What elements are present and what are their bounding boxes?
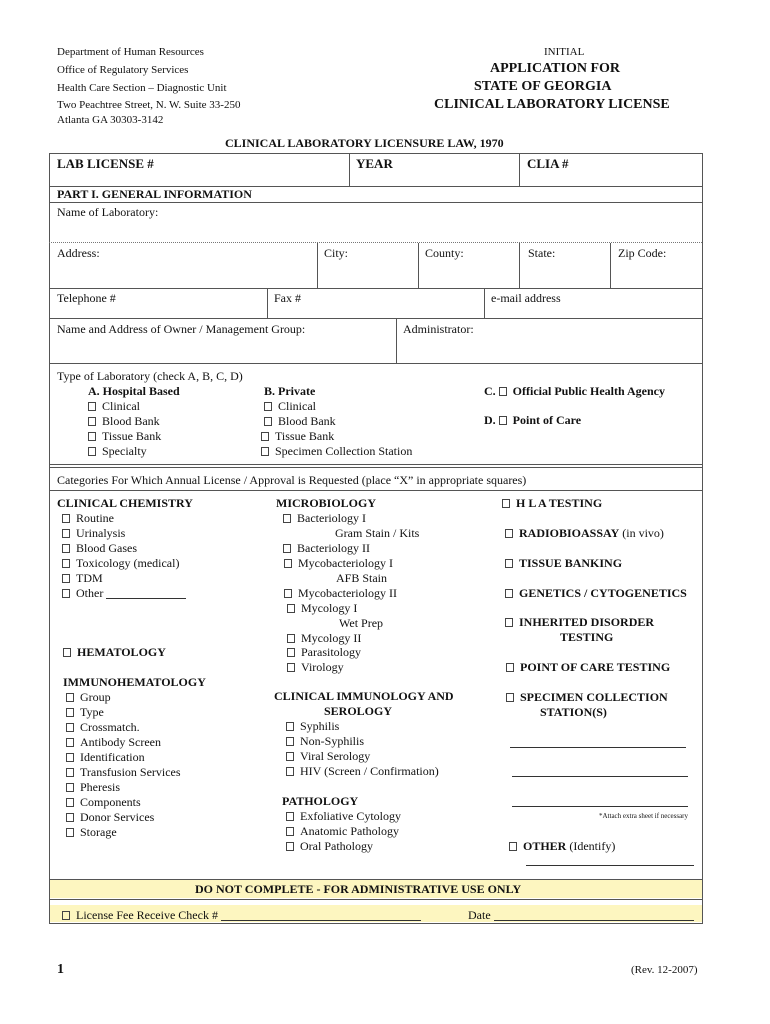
administrator-label: Administrator:	[403, 322, 474, 336]
title-line-1: APPLICATION FOR	[490, 61, 621, 76]
micro-mycology-2[interactable]	[287, 631, 361, 646]
clia-label: CLIA #	[527, 156, 569, 171]
dept-name: Department of Human Resources	[57, 46, 204, 58]
checkbox-icon[interactable]	[286, 722, 294, 731]
micro-gram-stain: Gram Stain / Kits	[335, 526, 420, 540]
micro-mycobacteriology-1-label: Mycobacteriology I	[298, 556, 393, 570]
admin-top-line	[49, 879, 702, 880]
checkbox-icon[interactable]	[287, 648, 295, 657]
checkbox-icon[interactable]	[286, 752, 294, 761]
checkbox-icon[interactable]	[506, 693, 514, 702]
genetics-cytogenetics[interactable]	[505, 586, 687, 601]
pathology-exfoliative[interactable]	[286, 809, 401, 824]
checkbox-icon[interactable]	[505, 589, 513, 598]
checkbox-icon[interactable]	[66, 753, 74, 762]
admin-date[interactable]	[468, 908, 694, 923]
private-tissue-bank[interactable]	[261, 429, 334, 444]
checkbox-icon[interactable]	[62, 529, 70, 538]
address-label: Address:	[57, 246, 100, 260]
year-label: YEAR	[356, 156, 393, 171]
admin-title-line	[49, 899, 702, 900]
pathology-anatomic[interactable]	[286, 824, 399, 839]
private-clinical[interactable]	[264, 399, 316, 414]
checkbox-icon[interactable]	[505, 529, 513, 538]
admin-date-label: Date	[468, 908, 491, 922]
chem-routine-label: Routine	[76, 511, 114, 525]
lab-name-label: Name of Laboratory:	[57, 205, 159, 219]
checkbox-icon[interactable]	[66, 783, 74, 792]
checkbox-icon[interactable]	[499, 416, 507, 425]
inherited-disorder-label: INHERITED DISORDER	[519, 615, 655, 629]
checkbox-icon[interactable]	[88, 402, 96, 411]
section-name: Health Care Section – Diagnostic Unit	[57, 82, 227, 94]
chem-urinalysis-label: Urinalysis	[76, 526, 126, 540]
license-fee-received[interactable]	[62, 908, 421, 923]
immuno-identification[interactable]	[66, 750, 145, 765]
form-top-border	[49, 153, 702, 154]
checkbox-icon[interactable]	[505, 559, 513, 568]
form-right-border	[702, 153, 703, 924]
immuno-group[interactable]	[66, 690, 111, 705]
checkbox-icon[interactable]	[283, 544, 291, 553]
street-address: Two Peachtree Street, N. W. Suite 33-250	[57, 99, 241, 111]
checkbox-icon[interactable]	[283, 514, 291, 523]
poc-testing-label: POINT OF CARE TESTING	[520, 660, 671, 674]
immuno-pheresis[interactable]	[66, 780, 120, 795]
micro-mycobacteriology-2-label: Mycobacteriology II	[298, 586, 397, 600]
hospital-clinical[interactable]	[88, 399, 140, 414]
checkbox-icon[interactable]	[66, 708, 74, 717]
checkbox-icon[interactable]	[88, 447, 96, 456]
immuno-storage[interactable]	[66, 825, 117, 840]
hospital-specialty-label: Specialty	[102, 444, 147, 458]
chem-urinalysis[interactable]	[62, 526, 125, 541]
tissue-banking[interactable]	[505, 556, 622, 571]
owner-divider	[396, 318, 397, 363]
micro-mycobacteriology-1[interactable]	[284, 556, 393, 571]
checkbox-icon[interactable]	[287, 604, 295, 613]
immuno-components[interactable]	[66, 795, 141, 810]
specimen-station-line-3[interactable]	[512, 806, 688, 807]
immunology-title-2: SEROLOGY	[324, 704, 393, 718]
micro-parasitology[interactable]	[287, 645, 361, 660]
private-specimen-collection-label: Specimen Collection Station	[275, 444, 413, 458]
hospital-specialty[interactable]	[88, 444, 147, 459]
admin-date-line[interactable]	[494, 909, 694, 921]
checkbox-icon[interactable]	[284, 589, 292, 598]
lab-name-line[interactable]	[49, 242, 702, 243]
checkbox-icon[interactable]	[66, 813, 74, 822]
specimen-collection[interactable]	[506, 690, 668, 705]
checkbox-icon[interactable]	[287, 634, 295, 643]
lab-type-bottom	[49, 464, 702, 465]
immuno-components-label: Components	[80, 795, 141, 809]
micro-afb-stain: AFB Stain	[336, 571, 388, 585]
owner-row-bottom	[49, 363, 702, 364]
checkbox-icon[interactable]	[261, 432, 269, 441]
immuno-donor-services-label: Donor Services	[80, 810, 155, 824]
checkbox-icon[interactable]	[264, 417, 272, 426]
checkbox-icon[interactable]	[62, 514, 70, 523]
other-category[interactable]	[509, 839, 615, 854]
micro-bacteriology-2-label: Bacteriology II	[297, 541, 370, 555]
address-divider-3	[519, 243, 520, 288]
option-c-prefix: C.	[484, 384, 496, 398]
address-divider-4	[610, 243, 611, 288]
immuno-transfusion-label: Transfusion Services	[80, 765, 181, 779]
checkbox-icon[interactable]	[502, 499, 510, 508]
address-row-bottom	[49, 288, 702, 289]
immuno-identification-label: Identification	[80, 750, 145, 764]
lab-type-title: Type of Laboratory (check A, B, C, D)	[57, 369, 243, 383]
private-specimen-collection[interactable]	[261, 444, 412, 459]
hla-testing-label: H L A TESTING	[516, 496, 603, 510]
admin-title: DO NOT COMPLETE - FOR ADMINISTRATIVE USE ONLY	[195, 882, 522, 896]
point-of-care-label: Point of Care	[512, 413, 582, 427]
checkbox-icon[interactable]	[261, 447, 269, 456]
private-clinical-label: Clinical	[278, 399, 316, 413]
point-of-care-testing[interactable]	[506, 660, 670, 675]
immuno-type-label: Type	[80, 705, 104, 719]
fax-label: Fax #	[274, 291, 301, 305]
checkbox-icon[interactable]	[286, 737, 294, 746]
micro-mycology-1-label: Mycology I	[301, 601, 358, 615]
other-label: OTHER	[523, 839, 567, 853]
chem-other-line[interactable]	[106, 587, 186, 599]
pathology-exfoliative-label: Exfoliative Cytology	[300, 809, 401, 823]
immunohematology-title: IMMUNOHEMATOLOGY	[63, 675, 206, 689]
checkbox-icon[interactable]	[66, 738, 74, 747]
license-divider-1	[349, 153, 350, 186]
pathology-oral-label: Oral Pathology	[300, 839, 373, 853]
micro-parasitology-label: Parasitology	[301, 645, 361, 659]
checkbox-icon[interactable]	[286, 812, 294, 821]
pathology-oral[interactable]	[286, 839, 373, 854]
micro-mycology-2-label: Mycology II	[301, 631, 362, 645]
hematology-label: HEMATOLOGY	[77, 645, 166, 659]
immuno-crossmatch-label: Crossmatch.	[80, 720, 140, 734]
categories-intro-line	[49, 490, 702, 491]
checkbox-icon[interactable]	[509, 842, 517, 851]
chem-tdm-label: TDM	[76, 571, 103, 585]
city-address: Atlanta GA 30303-3142	[57, 114, 164, 126]
checkbox-icon[interactable]	[286, 827, 294, 836]
checkbox-icon[interactable]	[286, 842, 294, 851]
checkbox-icon[interactable]	[62, 911, 70, 920]
private-title: B. Private	[264, 384, 316, 398]
immuno-pheresis-label: Pheresis	[80, 780, 120, 794]
hospital-clinical-label: Clinical	[102, 399, 140, 413]
radiobioassay[interactable]	[505, 526, 664, 541]
city-label: City:	[324, 246, 349, 260]
form-left-border	[49, 153, 50, 924]
private-tissue-bank-label: Tissue Bank	[275, 429, 335, 443]
microbiology-title: MICROBIOLOGY	[276, 496, 377, 510]
chem-other[interactable]	[62, 586, 186, 601]
immunology-title-1: CLINICAL IMMUNOLOGY AND	[274, 689, 454, 703]
micro-virology-label: Virology	[301, 660, 344, 674]
email-label: e-mail address	[491, 291, 561, 305]
hospital-blood-bank-label: Blood Bank	[102, 414, 160, 428]
checkbox-icon[interactable]	[88, 417, 96, 426]
immuno-antibody-screen[interactable]	[66, 735, 161, 750]
attach-note: *Attach extra sheet if necessary	[599, 812, 689, 820]
hospital-tissue-bank-label: Tissue Bank	[102, 429, 162, 443]
phone-row-bottom	[49, 318, 702, 319]
license-divider-2	[519, 153, 520, 186]
public-health-label: Official Public Health Agency	[512, 384, 665, 398]
micro-bacteriology-1-label: Bacteriology I	[297, 511, 366, 525]
checkbox-icon[interactable]	[62, 544, 70, 553]
checkbox-icon[interactable]	[499, 387, 507, 396]
immunology-viral-serology[interactable]	[286, 749, 370, 764]
micro-wet-prep: Wet Prep	[339, 616, 384, 630]
chem-routine[interactable]	[62, 511, 114, 526]
point-of-care-option[interactable]	[484, 413, 581, 428]
immuno-transfusion[interactable]	[66, 765, 181, 780]
inherited-disorder[interactable]	[505, 615, 654, 630]
specimen-collection-label: SPECIMEN COLLECTION	[520, 690, 668, 704]
hospital-blood-bank[interactable]	[88, 414, 160, 429]
genetics-label: GENETICS / CYTOGENETICS	[519, 586, 687, 600]
micro-bacteriology-1[interactable]	[283, 511, 366, 526]
chem-tdm[interactable]	[62, 571, 103, 586]
radiobioassay-sub: (in vivo)	[622, 526, 664, 540]
chem-other-label: Other	[76, 586, 104, 600]
lab-license-label: LAB LICENSE #	[57, 156, 154, 171]
immunology-viral-serology-label: Viral Serology	[300, 749, 371, 763]
inherited-disorder-line-2: TESTING	[560, 630, 614, 644]
immuno-antibody-screen-label: Antibody Screen	[80, 735, 161, 749]
pathology-title: PATHOLOGY	[282, 794, 359, 808]
immuno-crossmatch[interactable]	[66, 720, 140, 735]
checkbox-icon[interactable]	[88, 432, 96, 441]
private-blood-bank[interactable]	[264, 414, 336, 429]
checkbox-icon[interactable]	[264, 402, 272, 411]
phone-divider-2	[484, 289, 485, 318]
micro-mycobacteriology-2[interactable]	[284, 586, 397, 601]
owner-label: Name and Address of Owner / Management Group:	[57, 322, 306, 336]
checkbox-icon[interactable]	[66, 723, 74, 732]
chem-blood-gases-label: Blood Gases	[76, 541, 137, 555]
hospital-based-title: A. Hospital Based	[88, 384, 180, 398]
checkbox-icon[interactable]	[287, 663, 295, 672]
option-d-prefix: D.	[484, 413, 496, 427]
specimen-station-line-1[interactable]	[510, 747, 686, 748]
other-sub: (Identify)	[569, 839, 616, 853]
lab-type-bottom-double	[49, 467, 702, 468]
initial-label: INITIAL	[544, 46, 585, 58]
part1-title: PART I. GENERAL INFORMATION	[57, 187, 252, 201]
checkbox-icon[interactable]	[66, 693, 74, 702]
part1-title-line	[49, 202, 702, 203]
specimen-station-line-2[interactable]	[512, 776, 688, 777]
micro-mycology-1[interactable]	[287, 601, 357, 616]
immunology-non-syphilis-label: Non-Syphilis	[300, 734, 365, 748]
checkbox-icon[interactable]	[66, 828, 74, 837]
checkbox-icon[interactable]	[286, 767, 294, 776]
immuno-donor-services[interactable]	[66, 810, 154, 825]
license-fee-label: License Fee Receive Check #	[76, 908, 218, 922]
revision: (Rev. 12-2007)	[631, 964, 698, 976]
chem-toxicology[interactable]	[62, 556, 179, 571]
office-name: Office of Regulatory Services	[57, 64, 189, 76]
micro-bacteriology-2[interactable]	[283, 541, 370, 556]
tissue-banking-label: TISSUE BANKING	[519, 556, 623, 570]
checkbox-icon[interactable]	[62, 559, 70, 568]
immunology-hiv-label: HIV (Screen / Confirmation)	[300, 764, 439, 778]
checkbox-icon[interactable]	[62, 589, 70, 598]
checkbox-icon[interactable]	[506, 663, 514, 672]
chem-blood-gases[interactable]	[62, 541, 137, 556]
immuno-storage-label: Storage	[80, 825, 117, 839]
checkbox-icon[interactable]	[66, 798, 74, 807]
hospital-tissue-bank[interactable]	[88, 429, 161, 444]
county-label: County:	[425, 246, 464, 260]
immunology-syphilis[interactable]	[286, 719, 339, 734]
phone-divider-1	[267, 289, 268, 318]
state-label: State:	[528, 246, 556, 260]
categories-intro: Categories For Which Annual License / Approval is Requested (place “X” in appropriate squares)	[57, 473, 527, 487]
title-line-2: STATE OF GEORGIA	[474, 79, 612, 94]
checkbox-icon[interactable]	[63, 648, 71, 657]
telephone-label: Telephone #	[57, 291, 116, 305]
hla-testing[interactable]	[502, 496, 602, 511]
other-identify-line[interactable]	[526, 865, 694, 866]
zip-label: Zip Code:	[618, 246, 667, 260]
immunology-non-syphilis[interactable]	[286, 734, 364, 749]
form-bottom-border	[49, 923, 702, 924]
immuno-type[interactable]	[66, 705, 104, 720]
checkbox-icon[interactable]	[66, 768, 74, 777]
immunology-syphilis-label: Syphilis	[300, 719, 340, 733]
address-divider-2	[418, 243, 419, 288]
checkbox-icon[interactable]	[284, 559, 292, 568]
title-line-3: CLINICAL LABORATORY LICENSE	[434, 97, 670, 112]
pathology-anatomic-label: Anatomic Pathology	[300, 824, 399, 838]
page-number: 1	[57, 962, 64, 977]
checkbox-icon[interactable]	[505, 618, 513, 627]
immunology-hiv[interactable]	[286, 764, 439, 779]
clinical-chemistry-title: CLINICAL CHEMISTRY	[57, 496, 193, 510]
private-blood-bank-label: Blood Bank	[278, 414, 336, 428]
micro-virology[interactable]	[287, 660, 344, 675]
chem-toxicology-label: Toxicology (medical)	[76, 556, 180, 570]
address-divider-1	[317, 243, 318, 288]
radiobioassay-label: RADIOBIOASSAY	[519, 526, 620, 540]
check-number-line[interactable]	[221, 909, 421, 921]
specimen-collection-line-2: STATION(S)	[540, 705, 607, 719]
immuno-group-label: Group	[80, 690, 111, 704]
checkbox-icon[interactable]	[62, 574, 70, 583]
hematology-option[interactable]	[63, 645, 166, 660]
public-health-option[interactable]	[484, 384, 665, 399]
law-title: CLINICAL LABORATORY LICENSURE LAW, 1970	[225, 136, 504, 150]
